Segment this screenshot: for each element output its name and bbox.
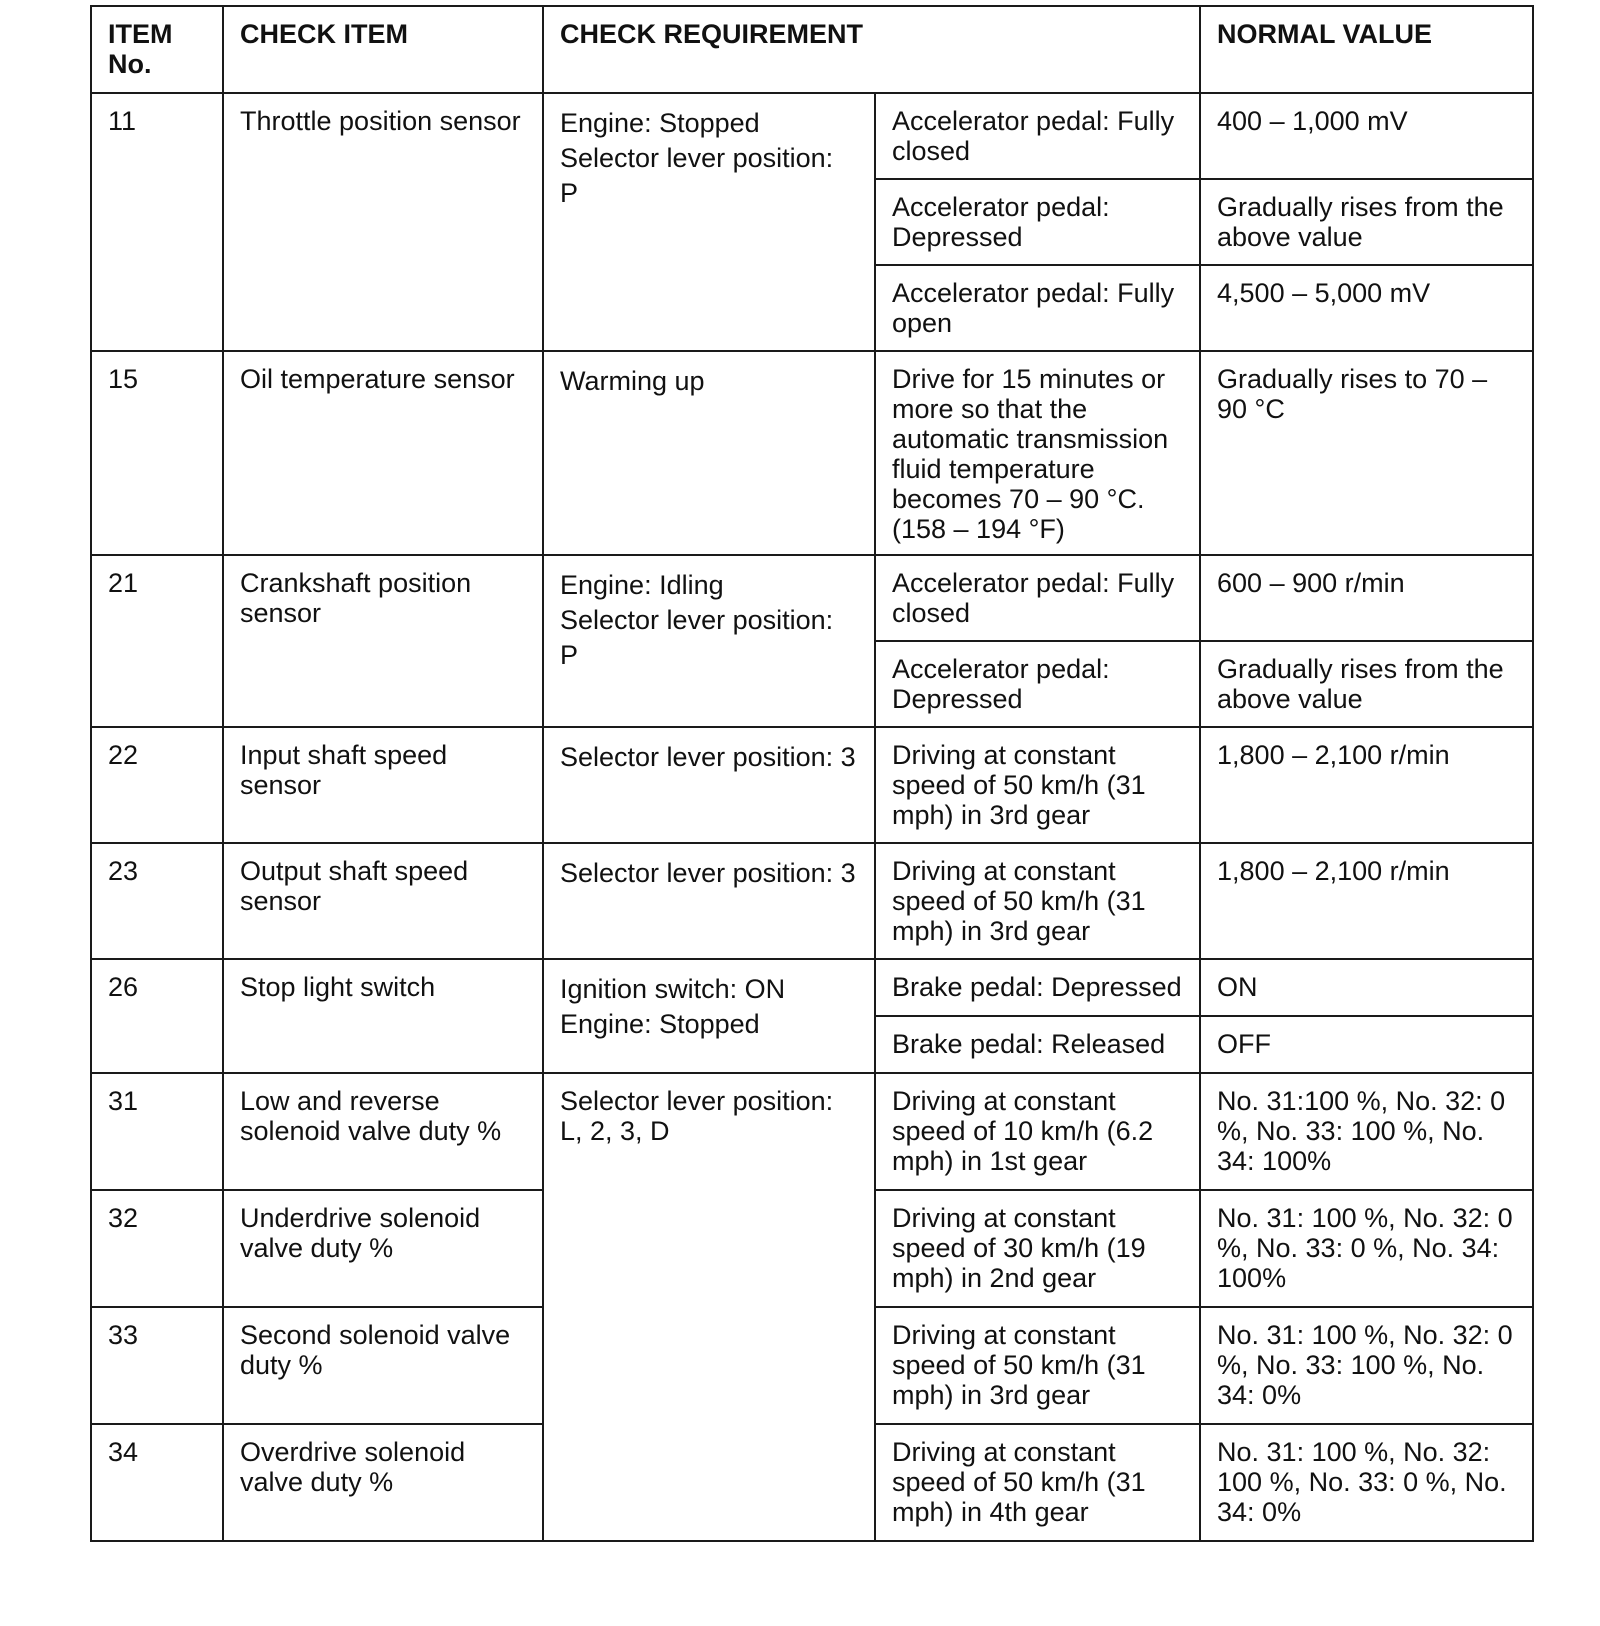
normal-value-cell: No. 31: 100 %, No. 32: 0 %, No. 33: 100 %, No. 34: 0% [1200, 1307, 1533, 1424]
header-check-requirement: CHECK REQUIREMENT [543, 6, 1200, 93]
requirement-line: Engine: Stopped [560, 108, 760, 138]
normal-value-cell: 1,800 – 2,100 r/min [1200, 843, 1533, 959]
condition-cell: Brake pedal: Depressed [875, 959, 1200, 1016]
check-item-cell: Underdrive solenoid valve duty % [223, 1190, 543, 1307]
check-item-cell: Stop light switch [223, 959, 543, 1073]
table-row [91, 555, 1533, 641]
check-item-cell: Overdrive solenoid valve duty % [223, 1424, 543, 1541]
requirement-cell [543, 959, 875, 1073]
requirement-cell [543, 843, 875, 959]
normal-value-cell: 1,800 – 2,100 r/min [1200, 727, 1533, 843]
check-item-cell: Low and reverse solenoid valve duty % [223, 1073, 543, 1190]
normal-value-cell: Gradually rises to 70 – 90 °C [1200, 351, 1533, 555]
normal-value-cell: ON [1200, 959, 1533, 1016]
table-row [91, 93, 1533, 179]
check-item-cell: Input shaft speed sensor [223, 727, 543, 843]
condition-cell: Brake pedal: Released [875, 1016, 1200, 1073]
condition-cell: Accelerator pedal: Fully closed [875, 555, 1200, 641]
normal-value-cell: Gradually rises from the above value [1200, 641, 1533, 727]
item-no-cell: 34 [91, 1424, 223, 1541]
table-row [91, 351, 1533, 555]
condition-cell: Driving at constant speed of 50 km/h (31 mph) in 3rd gear [875, 843, 1200, 959]
normal-value-cell: No. 31: 100 %, No. 32: 0 %, No. 33: 0 %, No. 34: 100% [1200, 1190, 1533, 1307]
normal-value-cell: Gradually rises from the above value [1200, 179, 1533, 265]
table-row [91, 727, 1533, 843]
requirement-cell [543, 727, 875, 843]
requirement-cell [543, 351, 875, 555]
item-no-cell: 11 [91, 93, 223, 351]
item-no-cell: 33 [91, 1307, 223, 1424]
check-item-cell: Second solenoid valve duty % [223, 1307, 543, 1424]
requirement-line: Warming up [560, 366, 705, 396]
header-item-no: ITEM No. [91, 6, 223, 93]
table-row [91, 843, 1533, 959]
header-normal-value: NORMAL VALUE [1200, 6, 1533, 93]
normal-value-cell: 600 – 900 r/min [1200, 555, 1533, 641]
check-item-cell: Oil temperature sensor [223, 351, 543, 555]
requirement-cell [543, 93, 875, 351]
table-row [91, 959, 1533, 1016]
check-item-cell: Throttle position sensor [223, 93, 543, 351]
item-no-cell: 21 [91, 555, 223, 727]
requirement-line: Selector lever position: 3 [560, 742, 856, 772]
requirement-line: Engine: Stopped [560, 1009, 760, 1039]
requirement-line: Selector lever position: 3 [560, 858, 856, 888]
requirement-line: Ignition switch: ON [560, 974, 786, 1004]
normal-value-cell: No. 31: 100 %, No. 32: 100 %, No. 33: 0 %, No. 34: 0% [1200, 1424, 1533, 1541]
condition-cell: Driving at constant speed of 30 km/h (19 mph) in 2nd gear [875, 1190, 1200, 1307]
requirement-line: Selector lever position: P [560, 143, 834, 208]
item-no-cell: 23 [91, 843, 223, 959]
condition-cell: Driving at constant speed of 50 km/h (31 mph) in 4th gear [875, 1424, 1200, 1541]
header-check-item: CHECK ITEM [223, 6, 543, 93]
item-no-cell: 22 [91, 727, 223, 843]
check-item-cell: Crankshaft position sensor [223, 555, 543, 727]
condition-cell: Driving at constant speed of 10 km/h (6.2 mph) in 1st gear [875, 1073, 1200, 1190]
check-table [90, 5, 1534, 1542]
condition-cell: Driving at constant speed of 50 km/h (31 mph) in 3rd gear [875, 1307, 1200, 1424]
item-no-cell: 15 [91, 351, 223, 555]
item-no-cell: 26 [91, 959, 223, 1073]
check-item-cell: Output shaft speed sensor [223, 843, 543, 959]
item-no-cell: 31 [91, 1073, 223, 1190]
condition-cell: Accelerator pedal: Depressed [875, 179, 1200, 265]
requirement-cell [543, 555, 875, 727]
condition-cell: Accelerator pedal: Depressed [875, 641, 1200, 727]
condition-cell: Driving at constant speed of 50 km/h (31 mph) in 3rd gear [875, 727, 1200, 843]
normal-value-cell: 4,500 – 5,000 mV [1200, 265, 1533, 351]
condition-cell: Drive for 15 minutes or more so that the automatic transmission fluid temperature becomes 70 – 90 °C. (158 – 194 °F) [875, 351, 1200, 555]
condition-cell: Accelerator pedal: Fully closed [875, 93, 1200, 179]
normal-value-cell: OFF [1200, 1016, 1533, 1073]
requirement-line: Selector lever position: L, 2, 3, D [560, 1086, 834, 1146]
normal-value-cell: 400 – 1,000 mV [1200, 93, 1533, 179]
header-row [91, 6, 1533, 93]
requirement-line: Selector lever position: P [560, 605, 834, 670]
table-row [91, 1073, 1533, 1190]
condition-cell: Accelerator pedal: Fully open [875, 265, 1200, 351]
requirement-line: Engine: Idling [560, 570, 724, 600]
item-no-cell: 32 [91, 1190, 223, 1307]
requirement-cell [543, 1073, 875, 1541]
normal-value-cell: No. 31:100 %, No. 32: 0 %, No. 33: 100 %, No. 34: 100% [1200, 1073, 1533, 1190]
